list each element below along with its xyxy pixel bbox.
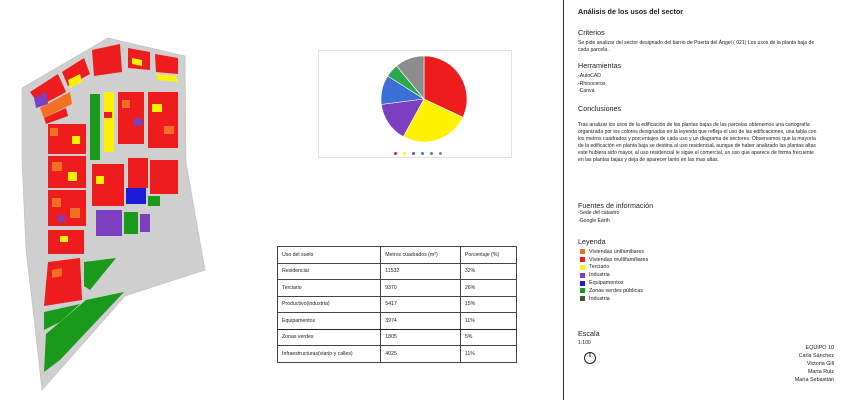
- team-name: EQUIPO 10: [805, 345, 834, 351]
- legend-label: Industria: [589, 272, 610, 279]
- team-member: Carla Sánchez: [798, 353, 834, 359]
- legend-label: Terciario: [589, 264, 610, 271]
- fuentes-heading: Fuentes de información: [578, 201, 654, 210]
- table-row: [278, 329, 517, 346]
- land-use-map: [0, 0, 300, 400]
- swatch: [580, 273, 585, 278]
- pie-chart-panel: [318, 50, 512, 158]
- legend-item: [580, 271, 648, 279]
- cell-use: Residencial: [278, 263, 381, 280]
- cell-m2: 1805: [381, 329, 461, 346]
- swatch: [580, 281, 585, 286]
- north-arrow-icon: [583, 351, 597, 365]
- cell-use: Equipamentos: [278, 313, 381, 330]
- swatch: [580, 257, 585, 262]
- legend-item: [580, 279, 648, 287]
- page-title: Análisis de los usos del sector: [578, 7, 684, 16]
- table-row: [278, 280, 517, 297]
- table-row: [278, 346, 517, 363]
- team-member: Marta Ruiz: [807, 369, 834, 375]
- source-item: -Google Earth: [578, 218, 610, 224]
- cell-percent: 15%: [460, 296, 516, 313]
- criterios-text: Se pide analizar del sector designado del barrio de Puerta del Ángel ( 021) Los usos de la planta baja de cada parcela .: [578, 40, 815, 54]
- legend-item: [580, 264, 648, 272]
- herramientas-heading: Herramientas: [578, 61, 622, 70]
- swatch: [580, 265, 585, 270]
- legend-label: Equipamentos: [589, 280, 624, 287]
- cell-use: Zonas verdes: [278, 329, 381, 346]
- legend-item: [580, 295, 648, 303]
- table-row: [278, 313, 517, 330]
- table-row: [278, 296, 517, 313]
- pie-legend-dot: [394, 152, 397, 155]
- cell-percent: 11%: [460, 313, 516, 330]
- criterios-heading: Criterios: [578, 28, 605, 37]
- legend-item: [580, 248, 648, 256]
- conclusiones-heading: Conclusiones: [578, 104, 622, 113]
- table-row: [278, 263, 517, 280]
- team-member: Victoria Gill: [806, 361, 834, 367]
- usage-table: [277, 246, 517, 363]
- swatch: [580, 288, 585, 293]
- col-header-percent: Porcentaje (%): [460, 247, 516, 264]
- team-credits: [795, 344, 834, 384]
- source-item: -Sede del catastro: [578, 210, 620, 216]
- tool-item: -Canva: [578, 88, 595, 94]
- pie-legend-dot: [430, 152, 433, 155]
- cell-use: Terciario: [278, 280, 381, 297]
- pie-chart: [319, 51, 513, 159]
- escala-heading: Escala: [578, 329, 600, 338]
- tool-item: -Rhinoceros: [578, 80, 606, 87]
- cell-m2: 9370: [381, 280, 461, 297]
- cell-percent: 5%: [460, 329, 516, 346]
- pie-legend-dot: [439, 152, 442, 155]
- legend-list: [580, 248, 648, 303]
- pie-legend-dot: [421, 152, 424, 155]
- tool-item: -AutoCAD: [578, 73, 601, 79]
- cell-percent: 32%: [460, 263, 516, 280]
- legend-label: Viviendas multifamiliares: [589, 256, 649, 263]
- leyenda-heading: Leyenda: [578, 237, 606, 246]
- pie-legend: [394, 152, 442, 156]
- pie-legend-dot: [403, 152, 406, 155]
- col-header-m2: Metros cuadrados (m²): [381, 247, 461, 264]
- legend-label: Viviendas unifamiliares: [589, 248, 645, 255]
- pie-legend-dot: [412, 152, 415, 155]
- cell-use: Productivo(industria): [278, 296, 381, 313]
- legend-item: [580, 287, 648, 295]
- cell-use: Infraestructuras(viario y calles): [278, 346, 381, 363]
- team-member: María Sebastián: [794, 377, 834, 383]
- conclusiones-text: Tras analizar los usos de la edificación de las plantas bajas de las parcelas obtenemos una cartografía organizada por los colores designados en la leyenda que refleja el uso de las edificaciones, una tabla con los metros cuadrados y porcentajes de cada uso y un diagrama de sectores. Observamos que la mayoría de la edificación en planta baja se destina al uso residenciaL aunque de haber analizado las plantas altas este hubiera sido mayor, al uso residencial le sigue el comercial, un uso que aparece de forma frecuente en las plantas bajas y deja de aparecer tanto en las mas altas.: [578, 122, 817, 164]
- cell-percent: 26%: [460, 280, 516, 297]
- swatch: [580, 296, 585, 301]
- vertical-divider: [563, 0, 564, 400]
- cell-m2: 3974: [381, 313, 461, 330]
- cell-percent: 11%: [460, 346, 516, 363]
- cell-m2: 5417: [381, 296, 461, 313]
- legend-label: Zonas verdes públicas: [589, 287, 643, 294]
- swatch: [580, 249, 585, 254]
- legend-item: [580, 256, 648, 264]
- legend-label: Industria: [589, 295, 610, 302]
- cell-m2: 4025: [381, 346, 461, 363]
- escala-value: 1:100: [578, 340, 591, 346]
- cell-m2: 11532: [381, 263, 461, 280]
- table-header-row: [278, 247, 517, 264]
- col-header-use: Uso del suelo: [278, 247, 381, 264]
